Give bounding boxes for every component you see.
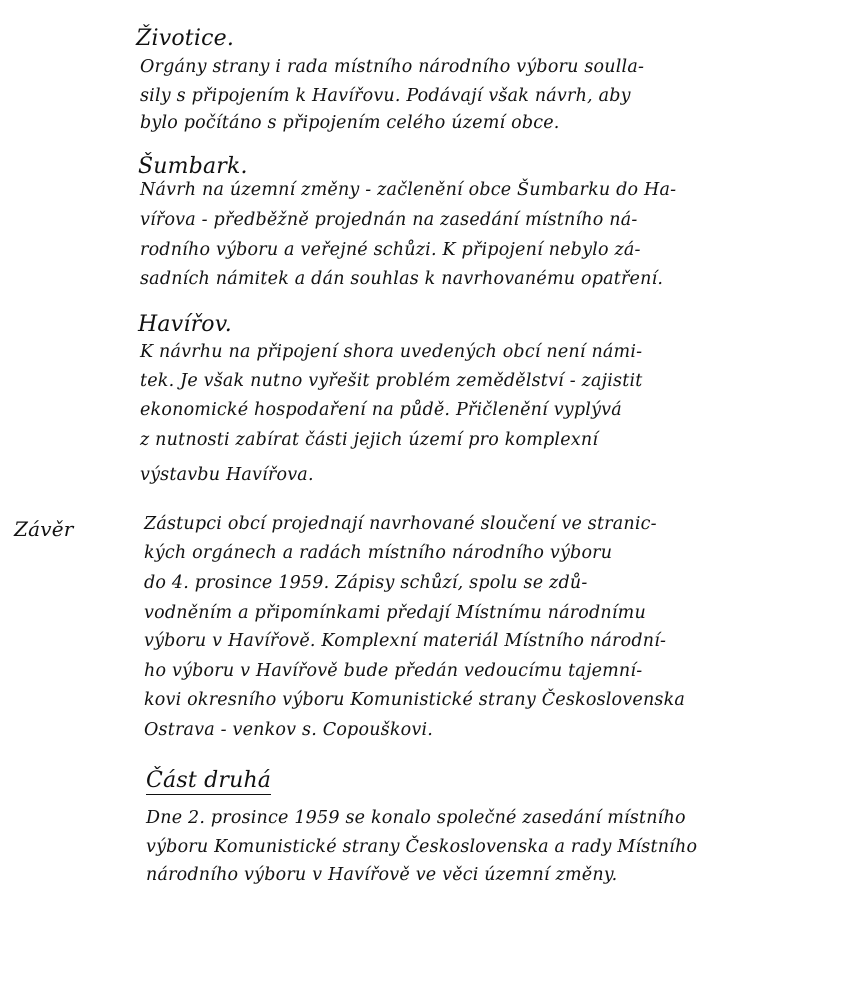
section-line: K návrhu na připojení shora uvedených obcí není námi- bbox=[140, 342, 643, 362]
section-line: sadních námitek a dán souhlas k navrhovanému opatření. bbox=[140, 269, 664, 289]
zaver-line: Ostrava - venkov s. Copouškovi. bbox=[144, 720, 434, 740]
zaver-line: výboru v Havířově. Komplexní materiál Místního národní- bbox=[144, 631, 667, 651]
section-line: výstavbu Havířova. bbox=[140, 465, 314, 485]
section-line: Orgány strany i rada místního národního výboru soulla- bbox=[140, 57, 645, 77]
margin-label-zaver: Závěr bbox=[14, 517, 74, 541]
section-heading-havirov: Havířov. bbox=[138, 312, 232, 337]
section-heading-sumbark: Šumbark. bbox=[138, 154, 248, 179]
section-line: rodního výboru a veřejné schůzi. K připojení nebylo zá- bbox=[140, 240, 641, 260]
section-line: tek. Je však nutno vyřešit problém zemědělství - zajistit bbox=[140, 371, 643, 391]
section-line: z nutnosti zabírat části jejich území pro komplexní bbox=[140, 430, 599, 450]
part-two-line: Dne 2. prosince 1959 se konalo společné zasedání místního bbox=[146, 808, 686, 828]
zaver-line: ho výboru v Havířově bude předán vedoucímu tajemní- bbox=[144, 661, 643, 681]
section-heading-zivotice: Životice. bbox=[136, 26, 235, 51]
section-line: vířova - předběžně projednán na zasedání místního ná- bbox=[140, 210, 638, 230]
zaver-line: vodněním a připomínkami předají Místnímu národnímu bbox=[144, 603, 646, 623]
part-two-line: výboru Komunistické strany Československa a rady Místního bbox=[146, 837, 698, 857]
zaver-line: Zástupci obcí projednají navrhované sloučení ve stranic- bbox=[144, 514, 657, 534]
section-line: ekonomické hospodaření na půdě. Přičlenění vyplývá bbox=[140, 400, 622, 420]
section-line: sily s připojením k Havířovu. Podávají však návrh, aby bbox=[140, 86, 631, 106]
zaver-line: kovi okresního výboru Komunistické strany Československa bbox=[144, 690, 686, 710]
zaver-line: do 4. prosince 1959. Zápisy schůzí, spolu se zdů- bbox=[144, 573, 588, 593]
part-two-line: národního výboru v Havířově ve věci územní změny. bbox=[146, 865, 618, 885]
section-line: bylo počítáno s připojením celého území obce. bbox=[140, 113, 560, 133]
section-line: Návrh na územní změny - začlenění obce Šumbarku do Ha- bbox=[140, 180, 677, 200]
part-two-heading: Část druhá bbox=[146, 768, 272, 793]
zaver-line: kých orgánech a radách místního národního výboru bbox=[144, 543, 613, 563]
